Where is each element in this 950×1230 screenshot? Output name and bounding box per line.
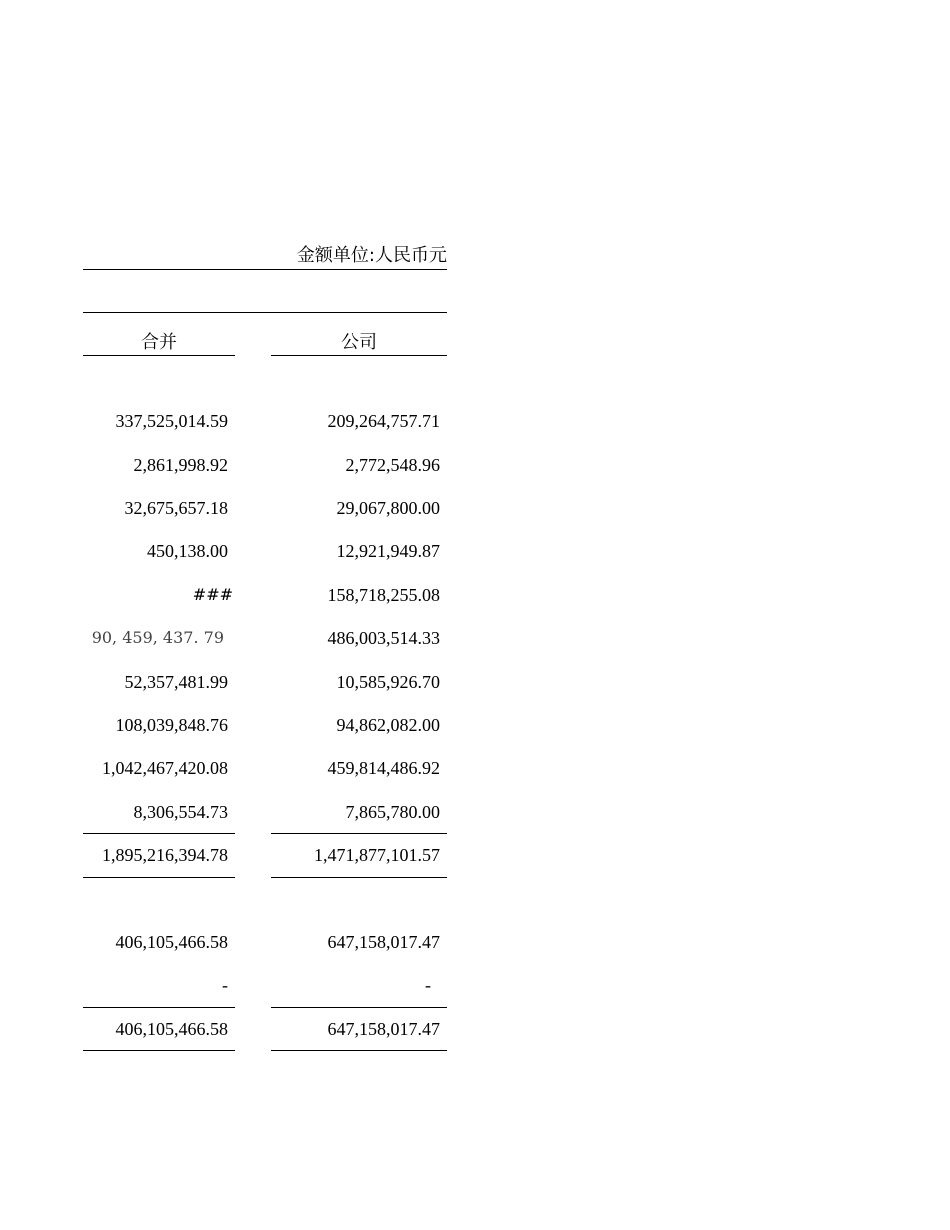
consolidated-value: 1,042,467,420.08 xyxy=(102,758,228,778)
unit-label: 金额单位:人民币元 xyxy=(296,245,447,266)
unit-underline xyxy=(83,269,447,270)
company-value: 158,718,255.08 xyxy=(327,585,440,605)
company-value: 10,585,926.70 xyxy=(336,672,440,692)
column-header-company: 公司 xyxy=(341,332,377,353)
consolidated-value: 52,357,481.99 xyxy=(124,672,228,692)
header-top-rule xyxy=(83,312,447,313)
consolidated-value: 406,105,466.58 xyxy=(115,932,228,952)
header-underline-consolidated xyxy=(83,355,235,356)
total2-top-rule-company xyxy=(271,1007,447,1008)
company-value: 94,862,082.00 xyxy=(336,715,440,735)
total2-bottom-rule-consolidated xyxy=(83,1050,235,1051)
consolidated-total: 406,105,466.58 xyxy=(115,1019,228,1039)
consolidated-total: 1,895,216,394.78 xyxy=(102,845,228,865)
consolidated-value: 2,861,998.92 xyxy=(133,455,228,475)
consolidated-value: 32,675,657.18 xyxy=(124,498,228,518)
company-value: 29,067,800.00 xyxy=(336,498,440,518)
company-total: 1,471,877,101.57 xyxy=(314,845,440,865)
company-value: 647,158,017.47 xyxy=(327,932,440,952)
company-value: 12,921,949.87 xyxy=(336,541,440,561)
company-value: 459,814,486.92 xyxy=(327,758,440,778)
consolidated-value: 450,138.00 xyxy=(147,541,228,561)
total2-bottom-rule-company xyxy=(271,1050,447,1051)
consolidated-overflow-value: ### xyxy=(192,585,233,604)
consolidated-value: 8,306,554.73 xyxy=(133,802,228,822)
total2-top-rule-consolidated xyxy=(83,1007,235,1008)
consolidated-value: - xyxy=(222,975,228,995)
header-underline-company xyxy=(271,355,447,356)
consolidated-value: 90, 459, 437. 79 xyxy=(91,628,224,647)
company-value: - xyxy=(425,975,431,995)
company-total: 647,158,017.47 xyxy=(327,1019,440,1039)
column-header-consolidated: 合并 xyxy=(141,332,177,353)
subtotal-bottom-rule-company xyxy=(271,877,447,878)
subtotal-top-rule-company xyxy=(271,833,447,834)
subtotal-bottom-rule-consolidated xyxy=(83,877,235,878)
company-value: 2,772,548.96 xyxy=(345,455,440,475)
consolidated-value: 337,525,014.59 xyxy=(115,411,228,431)
consolidated-value: 108,039,848.76 xyxy=(115,715,228,735)
company-value: 7,865,780.00 xyxy=(345,802,440,822)
company-value: 486,003,514.33 xyxy=(327,628,440,648)
company-value: 209,264,757.71 xyxy=(327,411,440,431)
subtotal-top-rule-consolidated xyxy=(83,833,235,834)
